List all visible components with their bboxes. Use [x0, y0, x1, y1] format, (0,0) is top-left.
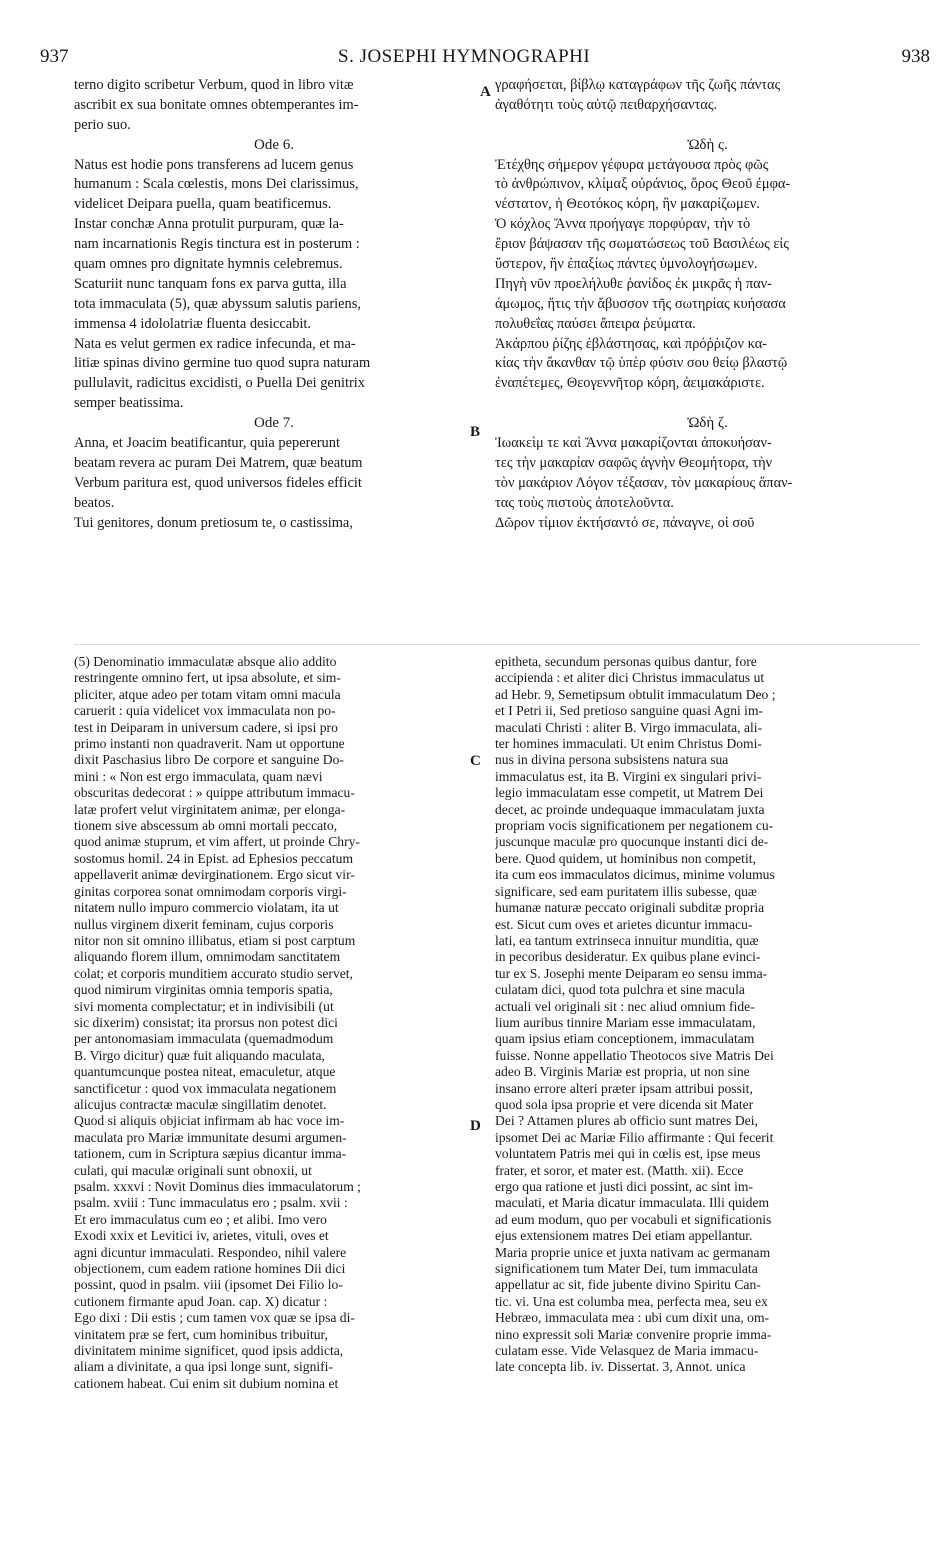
footnote-line: aliquando florem illum, omnimodam sanctitatem [74, 949, 341, 965]
footnote-line: Quod si aliquis objiciat infirmam ab hac voce im- [74, 1113, 345, 1129]
footnote-line: frater, et soror, et mater est. (Matth. xii). Ecce [495, 1162, 744, 1178]
greek-text-line: Ὠδὴ ς. [687, 136, 728, 153]
latin-text-line: humanum : Scala cœlestis, mons Dei clarissimus, [74, 176, 359, 193]
footnote-line: sivi momenta complectatur; et in indivisibili (ut [74, 998, 334, 1014]
right-page-number: 938 [901, 46, 930, 67]
footnote-line: ad eum modum, quo per vocabuli et significationis [495, 1211, 772, 1227]
footnote-line: psalm. xviii : Tunc immaculatus ero ; psalm. xvii : [74, 1195, 348, 1211]
greek-text-line: Πηγὴ νῦν προελήλυθε ῥανίδος ἐκ μικρᾶς ἡ παν- [495, 275, 772, 292]
footnote-line: primo instanti non quadraverit. Nam ut opportune [74, 736, 345, 752]
footnote-line: ad Hebr. 9, Semetipsum obtulit immaculatum Deo ; [495, 686, 776, 702]
footnote-line: per antonomasiam immaculata (quemadmodum [74, 1031, 334, 1047]
footnote-line: cutionem firmante apud Joan. cap. X) dicatur : [74, 1293, 328, 1309]
latin-hymn-column [74, 76, 474, 533]
footnote-line: aliam a divinitate, a qua ipsi longe sunt, signifi- [74, 1359, 333, 1375]
footnote-line: ginitas corporea sonat omnimodam corporis virgi- [74, 883, 347, 899]
footnote-line: cationem habeat. Cui enim sit dubium nomina et [74, 1375, 339, 1391]
footnote-line: ipsomet Dei ac Mariæ Filio affirmante : Qui fecerit [495, 1129, 774, 1145]
latin-text-line: beatam revera ac puram Dei Matrem, quæ beatum [74, 454, 363, 471]
footnote-line: tic. vi. Una est columba mea, perfecta mea, seu ex [495, 1293, 768, 1309]
footnote-line: voluntatem Patris mei qui in cœlis est, ipse meus [495, 1146, 761, 1162]
footnote-line: in pecoribus desideratur. Ex quibus plane evinci- [495, 949, 761, 965]
footnote-line: nino expressit soli Mariæ convenire proprie imma- [495, 1326, 772, 1342]
footnote-line [495, 1376, 920, 1392]
footnote-line: Et ero immaculatus cum eo ; et alibi. Imo vero [74, 1211, 327, 1227]
footnote-line: Dei ? Attamen plures ab officio sunt matres Dei, [495, 1113, 758, 1129]
footnote-line: actuali vel originali sit : nec aliud omnium fide- [495, 998, 755, 1014]
footnote-divider [74, 644, 920, 645]
greek-text-line [495, 116, 920, 136]
greek-text-line: Ἰωακεὶμ τε καὶ Ἄννα μακαρίζονται ἀποκυήσαν- [495, 435, 772, 452]
footnote-line: maculata pro Mariæ immunitate desumi argumen- [74, 1129, 347, 1145]
column-marker-c: C [470, 753, 481, 769]
footnote-line: maculati, et Maria dicatur immaculata. Illi quidem [495, 1195, 770, 1211]
footnote-line: quod animæ stuprum, et vim affert, ut proinde Chry- [74, 834, 360, 850]
footnote-line: obscuritas dedecorat : » quippe attributum immacu- [74, 785, 355, 801]
latin-text-line: Instar conchæ Anna protulit purpuram, quæ la- [74, 216, 344, 233]
latin-text-line: litiæ spinas divino germine tuo quod supra naturam [74, 355, 371, 372]
latin-text-line: Tui genitores, donum pretiosum te, o castissima, [74, 514, 353, 531]
footnote-right-column [495, 654, 920, 1392]
greek-text-line: τὸ ἀνθρώπινον, κλίμαξ οὐράνιος, ὄρος Θεοῦ ἐμφα- [495, 176, 791, 193]
footnote-line: bere. Quod quidem, ut hominibus non competit, [495, 850, 756, 866]
footnote-line: juscunque maculæ pro quocunque instanti dici de- [495, 834, 769, 850]
footnote-line: culati, qui maculæ originali sunt obnoxii, ut [74, 1162, 312, 1178]
footnote-line: ejus extensionem matres Dei etiam appellantur. [495, 1228, 753, 1244]
latin-text-line: ascribit ex sua bonitate omnes obtemperantes im- [74, 96, 359, 113]
footnote-line: quantumcunque postea niteat, emaculetur, atque [74, 1064, 336, 1080]
footnote-line: alicujus contractæ maculæ singillatim denotet. [74, 1096, 327, 1112]
footnote-line: tationem, cum in Scriptura sæpius dicantur imma- [74, 1146, 347, 1162]
footnote-line: ita cum eos immaculatos dicimus, minime volumus [495, 867, 775, 883]
footnote-line: sic dixerim) consistat; ita prorsus non potest dici [74, 1014, 338, 1030]
footnote-line: Exodi xxix et Levitici iv, arietes, vituli, oves et [74, 1228, 329, 1244]
footnote-line: propriam vocis significationem per negationem cu- [495, 818, 774, 834]
footnote-line: lium auribus tinnire Mariam esse immaculatam, [495, 1014, 756, 1030]
footnote-line: divinitatem minime significet, quod ipsis addicta, [74, 1343, 344, 1359]
footnote-line: vinitatem præ se fert, cum hominibus tribuitur, [74, 1326, 328, 1342]
footnote-line: ergo qua ratione et justi dici possint, ac sint im- [495, 1179, 753, 1194]
footnote-line: (5) Denominatio immaculatæ absque alio addito [74, 654, 337, 669]
column-marker-d: D [470, 1118, 481, 1134]
latin-text-line: quam omnes pro dignitate hymnis celebremus. [74, 256, 343, 273]
footnote-line: decet, ac proinde undequaque immaculatam juxta [495, 801, 765, 817]
footnote-line: colat; et corporis munditiem accurato studio servet, [74, 965, 353, 981]
footnote-line: dixit Paschasius libro De corpore et sanguine Do- [74, 752, 344, 768]
latin-text-line: terno digito scribetur Verbum, quod in libro vitæ [74, 77, 354, 93]
greek-text-line: Ὁ κόχλος Ἄννα προήγαγε πορφύραν, τὴν τὸ [495, 216, 751, 233]
footnote-line: test in Deiparam in universum cadere, si ipsi pro [74, 719, 338, 735]
column-marker-b: B [470, 424, 481, 440]
footnote-line: latæ profert velut virginitatem animæ, per elonga- [74, 801, 346, 817]
footnote-line: sostomus homil. 24 in Epist. ad Ephesios peccatum [74, 850, 354, 866]
footnote-line: epitheta, secundum personas quibus dantur, fore [495, 654, 757, 669]
footnote-line: late concepta lib. iv. Dissertat. 3, Annot. unica [495, 1359, 746, 1375]
latin-text-line: Anna, et Joacim beatificantur, quia pepererunt [74, 435, 340, 452]
greek-text-line: Ἀκάρπου ῥίζης ἐβλάστησας, καὶ πρόῤῥιζον κα- [495, 335, 768, 352]
footnote-line: pliciter, atque adeo per totam vitam omni macula [74, 686, 341, 702]
footnote-line: nullus virginem dixerit feminam, cujus corporis [74, 916, 334, 932]
greek-text-line: γραφήσεται, βίβλῳ καταγράφων τῆς ζωῆς πάντας [495, 77, 781, 93]
latin-text-line: immensa 4 idololatriæ fluenta desiccabit. [74, 315, 311, 332]
footnote-line: tur ex S. Josephi mente Deiparam eo sensu imma- [495, 965, 768, 981]
latin-text-line: Natus est hodie pons transferens ad lucem genus [74, 156, 354, 173]
footnote-line: agni dicuntur immaculati. Respondeo, nihil valere [74, 1244, 347, 1260]
latin-text-line: nam incarnationis Regis tinctura est in posterum : [74, 236, 360, 253]
greek-text-line: ἀγαθότητι τοὺς αὐτῷ πειθαρχήσαντας. [495, 96, 718, 113]
left-page-number: 937 [40, 46, 69, 67]
greek-text-line: ἔριον βάψασαν τῆς σωματώσεως τοῦ Βασιλέως εἰς [495, 236, 789, 253]
footnote-line: quod sola ipsa proprie et vere dicenda sit Mater [495, 1096, 754, 1112]
footnote-line: significationem tum Mater Dei, tum immaculata [495, 1261, 758, 1277]
greek-text-line [495, 394, 920, 414]
footnote-line: appellatur ac sit, fide jubente divino Spiritu Can- [495, 1277, 761, 1293]
footnote-line: immaculatus est, ita B. Virgini ex singulari privi- [495, 768, 762, 784]
footnote-line: quam ipsius etiam conceptionem, immaculatam [495, 1031, 755, 1047]
footnote-line: maculati Christi : aliter B. Virgo immaculata, ali- [495, 719, 763, 735]
footnote-line: Ego dixi : Dii estis ; cum tamen vox quæ se ipsa di- [74, 1310, 355, 1326]
footnote-line: accipienda : et aliter dici Christus immaculatus ut [495, 670, 765, 686]
latin-text-line: videlicet Deipara puella, quam beatificemus. [74, 196, 332, 213]
footnote-line: lati, ea tantum extrinseca innuitur munditia, quæ [495, 932, 759, 948]
column-marker-a: A [480, 84, 491, 100]
latin-text-line: Nata es velut germen ex radice infecunda, et ma- [74, 335, 356, 352]
footnote-line: legio immaculatam esse competit, ut Matrem Dei [495, 785, 764, 801]
footnote-line: possint, quod in psalm. viii (ipsomet Dei Filio lo- [74, 1277, 343, 1293]
latin-text-line: beatos. [74, 494, 115, 511]
latin-text-line: Verbum paritura est, quod universos fideles efficit [74, 474, 362, 491]
greek-text-line: Ὠδὴ ζ. [687, 415, 728, 432]
greek-text-line: κίας τὴν ἄκανθαν τῷ ὑπὲρ φύσιν σου θείῳ βλαστῷ [495, 355, 788, 372]
latin-text-line: Scaturiit nunc tanquam fons ex parva gutta, illa [74, 275, 347, 292]
footnote-line: objectionem, cum eadem ratione homines Dii dici [74, 1261, 346, 1277]
latin-text-line: semper beatissima. [74, 395, 184, 412]
footnote-line: et I Petri ii, Sed pretioso sanguine quasi Agni im- [495, 703, 764, 719]
greek-text-line: νέστατον, ἡ Θεοτόκος κόρη, ἣν μακαρίζωμεν. [495, 196, 760, 213]
footnote-line: restringente omnino fert, ut ipsa absolute, et sim- [74, 670, 341, 686]
footnote-line: quod nimirum virginitas omnia temporis spatia, [74, 982, 333, 998]
footnote-line: ter homines immaculati. Ut enim Christus Domi- [495, 736, 762, 752]
greek-text-line: Δῶρον τίμιον ἐκτήσαντό σε, πάναγνε, οἱ σοῦ [495, 514, 755, 531]
greek-text-line: Ἐτέχθης σήμερον γέφυρα μετάγουσα πρὸς φῶς [495, 156, 769, 173]
latin-text-line: pullulavit, radicitus excidisti, o Puella Dei genitrix [74, 375, 365, 392]
latin-text-line: perio suo. [74, 116, 131, 133]
greek-text-line: τες τὴν μακαρίαν σαφῶς ἁγνὴν Θεομήτορα, τὴν [495, 454, 773, 471]
running-title: S. JOSEPHI HYMNOGRAPHI [338, 46, 591, 67]
footnote-line: est. Sicut cum oves et arietes dicuntur immacu- [495, 916, 753, 932]
footnote-line: nitatem nullo impuro commercio violatam, ita ut [74, 900, 339, 916]
greek-text-line: πολυθεΐας παύσει ἄπειρα ῥεύματα. [495, 315, 696, 332]
greek-text-line: ἐναπέτεμες, Θεογεννῆτορ κόρη, ἀειμακάριστε. [495, 375, 765, 392]
footnote-line: culatam dici, quod tota pulchra et sine macula [495, 982, 745, 998]
latin-text-line: tota immaculata (5), quæ abyssum salutis pariens, [74, 295, 361, 312]
greek-text-line: ὕστερον, ἣν ἐπαξίως πάντες ὑμνολογήσωμεν. [495, 256, 758, 273]
footnote-line: psalm. xxxvi : Novit Dominus dies immaculatorum ; [74, 1179, 361, 1194]
latin-text-line: Ode 7. [254, 415, 294, 432]
footnote-line: humanæ naturæ peccato originali subditæ propria [495, 900, 765, 916]
footnote-line: appellaverit animæ devirginationem. Ergo sicut vir- [74, 867, 355, 883]
footnote-line: mini : « Non est ergo immaculata, quam nævi [74, 768, 323, 784]
greek-hymn-column [495, 76, 920, 533]
greek-text-line: τας τοὺς πιστοὺς ἀποτελοῦντα. [495, 494, 674, 511]
footnote-line: sanctificetur : quod vox immaculata negationem [74, 1080, 337, 1096]
footnote-line: insano errore alteri præter ipsam attribui possit, [495, 1080, 753, 1096]
footnote-line: fuisse. Nonne appellatio Theotocos sive Matris Dei [495, 1047, 774, 1063]
footnote-left-column [74, 654, 478, 1392]
footnote-line: B. Virgo dicitur) quæ fuit aliquando maculata, [74, 1047, 325, 1063]
greek-text-line: τὸν μακάριον Λόγον τέξασαν, τὸν μακαρίους ἅπαν- [495, 474, 793, 491]
footnote-line: significare, sed eam puritatem illis subesse, quæ [495, 883, 757, 899]
footnote-line: nitor non sit omnino illibatus, etiam si post carptum [74, 932, 356, 948]
latin-text-line: Ode 6. [254, 136, 294, 153]
footnote-line: Maria proprie unice et juxta nativam ac germanam [495, 1244, 771, 1260]
footnote-line: nus in divina persona subsistens natura sua [495, 752, 729, 768]
footnote-line: caruerit : quia videlicet vox immaculata non po- [74, 703, 336, 719]
greek-text-line: άμωμος, ἥτις τὴν ἄβυσσον τῆς σωτηρίας κυήσασα [495, 295, 786, 312]
footnote-line: culatam esse. Vide Velasquez de Maria immacu- [495, 1343, 759, 1359]
footnote-line: tionem sive abscessum ab omni mortali peccato, [74, 818, 338, 834]
footnote-line: adeo B. Virginis Mariæ est propria, ut non sine [495, 1064, 750, 1080]
footnote-line: Hebræo, immaculata mea : ubi cum dixit una, om- [495, 1310, 770, 1326]
